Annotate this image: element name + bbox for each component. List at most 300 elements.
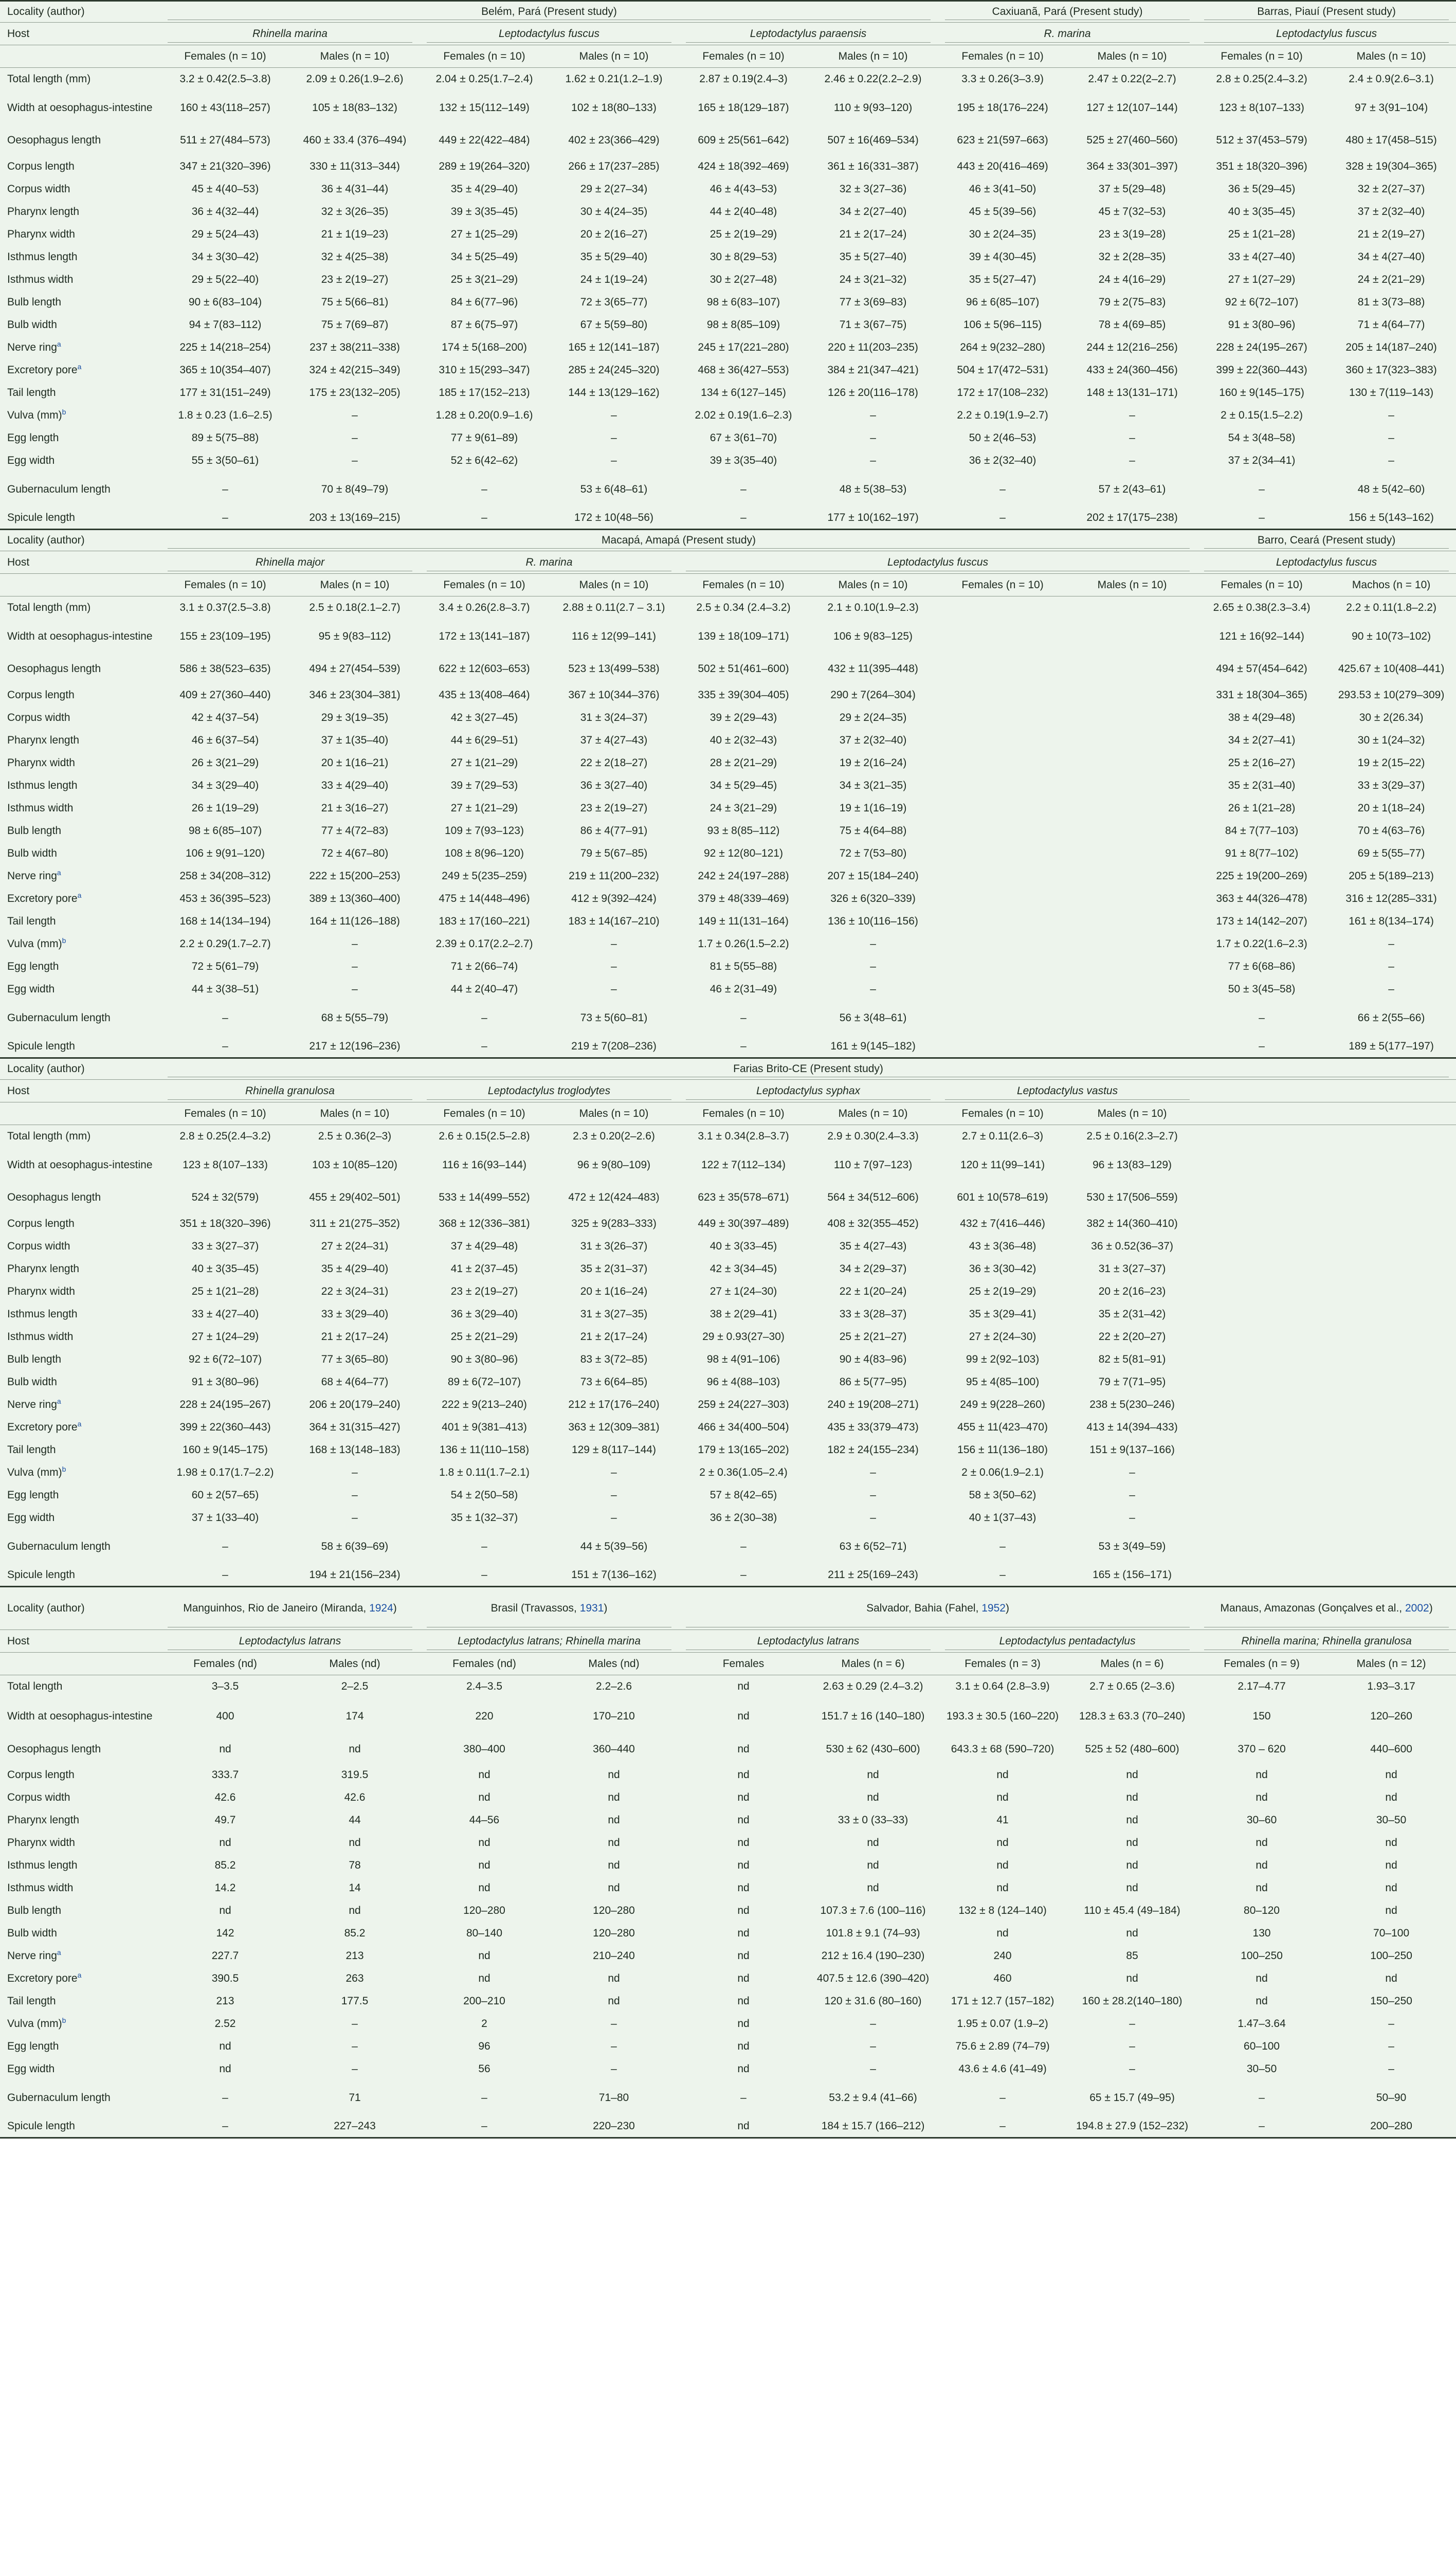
table-cell: 70 ± 8(49–79) [290,472,420,507]
row-label-text: Corpus length [7,160,75,172]
table-cell: 50 ± 3(45–58) [1197,978,1326,1001]
table-cell: 26 ± 1(19–29) [160,797,290,820]
table-cell-empty [1197,1280,1326,1303]
table-cell: – [549,404,679,427]
table-cell: 511 ± 27(484–573) [160,125,290,155]
table-cell: 525 ± 27(460–560) [1067,125,1197,155]
table-cell: 440–600 [1326,1735,1456,1764]
host-cell: Leptodactylus fuscus [420,23,679,45]
table-cell: 466 ± 34(400–504) [679,1416,808,1439]
table-cell: 351 ± 18(320–396) [1197,155,1326,178]
table-cell: 43.6 ± 4.6 (41–49) [938,2058,1067,2080]
table-cell: 98 ± 4(91–106) [679,1348,808,1371]
table-cell: nd [1067,1786,1197,1809]
table-cell: – [1197,1036,1326,1058]
table-cell: 34 ± 5(29–45) [679,774,808,797]
table-cell: 29 ± 0.93(27–30) [679,1326,808,1348]
citation-year-link[interactable]: 1924 [369,1602,393,1615]
table-cell: nd [160,1899,290,1922]
row-label-text: Isthmus width [7,273,74,285]
locality-cell [1197,1587,1456,1630]
table-cell: 21 ± 2(19–27) [1326,223,1456,246]
table-cell: 2.47 ± 0.22(2–2.7) [1067,68,1197,90]
table-row [0,1675,1456,1698]
table-cell: 38 ± 2(29–41) [679,1303,808,1326]
table-cell: 2.2 ± 0.19(1.9–2.7) [938,404,1067,427]
table-cell: 144 ± 13(129–162) [549,382,679,404]
table-cell: – [679,1036,808,1058]
table-cell: nd [938,1832,1067,1854]
table-cell: 363 ± 12(309–381) [549,1416,679,1439]
table-cell: 171 ± 12.7 (157–182) [938,1990,1067,2013]
table-cell: 35 ± 4(29–40) [290,1258,420,1280]
locality-cell: Macapá, Amapá (Present study) [160,530,1197,551]
table-cell: nd [1067,1922,1197,1945]
table-cell: 238 ± 5(230–246) [1067,1393,1197,1416]
table-cell: 168 ± 14(134–194) [160,910,290,933]
row-label-oesophagus-length [0,1183,160,1212]
table-cell: 165 ± 18(129–187) [679,90,808,125]
sex-header: Females (n = 10) [679,45,808,68]
table-cell: 1.95 ± 0.07 (1.9–2) [938,2013,1067,2035]
row-label-text: Bulb length [7,1353,62,1365]
table-cell: 96 ± 9(80–109) [549,1148,679,1183]
table-cell: 1.93–3.17 [1326,1675,1456,1698]
locality-cell: Caxiuanã, Pará (Present study) [938,1,1197,23]
row-label-pharynx-length [0,729,160,752]
table-cell: nd [679,1786,808,1809]
table-cell: – [1326,2035,1456,2058]
host-cell: Leptodactylus fuscus [1197,23,1456,45]
table-cell: 35 ± 4(27–43) [808,1235,938,1258]
table-cell: 105 ± 18(83–132) [290,90,420,125]
table-cell: 91 ± 3(80–96) [1197,314,1326,336]
table-cell: 27 ± 1(21–29) [420,752,549,774]
table-cell: 564 ± 34(512–606) [808,1183,938,1212]
table-cell: 95 ± 4(85–100) [938,1371,1067,1393]
row-label-tail-length [0,1990,160,2013]
table-cell: 99 ± 2(92–103) [938,1348,1067,1371]
table-row [0,1461,1456,1484]
row-label-text: Pharynx width [7,1285,75,1297]
table-cell: – [290,449,420,472]
table-cell-empty [1197,1416,1326,1439]
table-cell: 26 ± 3(21–29) [160,752,290,774]
table-cell: 206 ± 20(179–240) [290,1393,420,1416]
table-cell: 326 ± 6(320–339) [808,888,938,910]
table-cell: 36 ± 2(30–38) [679,1507,808,1529]
table-cell: – [679,2080,808,2115]
table-cell: 39 ± 3(35–45) [420,201,549,223]
row-label-oesophagus-length [0,1735,160,1764]
locality-label: Locality (author) [0,1587,160,1630]
table-cell: nd [679,1854,808,1877]
table-cell: 35 ± 2(31–42) [1067,1303,1197,1326]
table-cell: 2.5 ± 0.36(2–3) [290,1125,420,1148]
table-cell: 35 ± 1(32–37) [420,1507,549,1529]
table-cell: nd [1067,1809,1197,1832]
table-cell: nd [679,1877,808,1899]
row-label-text: Pharynx length [7,205,80,218]
row-label-width-at-oesophagus-intestine [0,1698,160,1735]
table-cell: 23 ± 3(19–28) [1067,223,1197,246]
row-label-total-length-mm [0,1125,160,1148]
sex-header: Males (n = 10) [549,45,679,68]
row-label-text: Corpus width [7,1791,70,1803]
table-row [0,1832,1456,1854]
table-cell: 100–250 [1326,1945,1456,1967]
table-cell: nd [938,1786,1067,1809]
table-cell: 48 ± 5(42–60) [1326,472,1456,507]
table-cell: 195 ± 18(176–224) [938,90,1067,125]
table-cell-empty [1067,596,1197,619]
citation-year-link[interactable]: 1952 [981,1602,1006,1615]
row-label-text: Excretory pore [7,1972,78,1984]
table-cell: 37 ± 1(35–40) [290,729,420,752]
table-cell: – [808,1484,938,1507]
table-cell: nd [808,1832,938,1854]
sex-header: Males (n = 6) [808,1653,938,1675]
footnote-marker: a [57,868,61,877]
table-cell: nd [420,1832,549,1854]
locality-cell [679,1587,1197,1630]
table-cell: 19 ± 2(16–24) [808,752,938,774]
table-cell: 200–210 [420,1990,549,2013]
table-cell: 177 ± 10(162–197) [808,507,938,530]
table-row [0,1348,1456,1371]
table-cell-empty [1067,684,1197,707]
table-cell: 36 ± 4(31–44) [290,178,420,201]
table-cell: 110 ± 45.4 (49–184) [1067,1899,1197,1922]
row-label-excretory-pore [0,1967,160,1990]
table-cell: 523 ± 13(499–538) [549,654,679,684]
table-cell: 90 ± 3(80–96) [420,1348,549,1371]
table-cell: 455 ± 29(402–501) [290,1183,420,1212]
table-cell: 363 ± 44(326–478) [1197,888,1326,910]
table-cell: 20 ± 2(16–23) [1067,1280,1197,1303]
table-cell: 102 ± 18(80–133) [549,90,679,125]
host-row [0,1630,1456,1653]
table-cell: nd [679,2115,808,2138]
table-row [0,125,1456,155]
table-row [0,1416,1456,1439]
table-cell: 364 ± 33(301–397) [1067,155,1197,178]
row-label-text: Corpus length [7,1768,75,1781]
table-cell: 193.3 ± 30.5 (160–220) [938,1698,1067,1735]
row-label-text: Width at oesophagus-intestine [7,1710,153,1722]
table-cell: nd [808,1786,938,1809]
table-cell: 67 ± 5(59–80) [549,314,679,336]
table-cell: 39 ± 2(29–43) [679,707,808,729]
table-cell: 435 ± 13(408–464) [420,684,549,707]
table-row [0,178,1456,201]
row-label-text: Egg width [7,2062,55,2075]
row-label-text: Oesophagus length [7,134,101,146]
table-row [0,68,1456,90]
table-cell: 98 ± 6(85–107) [160,820,290,842]
row-label-text: Pharynx width [7,1836,75,1849]
table-cell: 289 ± 19(264–320) [420,155,549,178]
table-row [0,752,1456,774]
row-label-text: Nerve ring [7,1949,57,1962]
table-cell: 71–80 [549,2080,679,2115]
row-label-text: Pharynx width [7,756,75,769]
table-cell: 2.52 [160,2013,290,2035]
table-cell: – [290,933,420,955]
table-cell: 2.2–2.6 [549,1675,679,1698]
row-label-text: Vulva (mm) [7,1466,62,1478]
table-cell: 399 ± 22(360–443) [160,1416,290,1439]
table-row [0,1529,1456,1564]
row-label-text: Isthmus length [7,250,78,263]
table-cell: – [549,427,679,449]
table-cell: – [549,1461,679,1484]
row-label-text: Total length (mm) [7,1130,91,1143]
table-cell: 22 ± 1(20–24) [808,1280,938,1303]
locality-cell: Barras, Piauí (Present study) [1197,1,1456,23]
table-row [0,1001,1456,1036]
table-cell: nd [549,1809,679,1832]
table-cell-empty [938,888,1067,910]
table-cell: 25 ± 2(21–27) [808,1326,938,1348]
table-cell: 360 ± 17(323–383) [1326,359,1456,382]
row-label-text: Bulb width [7,1927,57,1939]
table-cell: 475 ± 14(448–496) [420,888,549,910]
table-cell: 368 ± 12(336–381) [420,1212,549,1235]
citation-year-link[interactable]: 2002 [1405,1602,1429,1615]
table-cell: – [679,1564,808,1587]
table-cell: – [938,2080,1067,2115]
table-cell-empty [1197,1348,1326,1371]
table-cell: 225 ± 14(218–254) [160,336,290,359]
table-cell: 249 ± 9(228–260) [938,1393,1067,1416]
table-cell: 96 ± 6(85–107) [938,291,1067,314]
table-cell: 432 ± 11(395–448) [808,654,938,684]
table-cell: nd [160,1832,290,1854]
row-label-nerve-ring [0,1945,160,1967]
locality-tail: ) [1005,1602,1009,1615]
table-cell: 136 ± 11(110–158) [420,1439,549,1461]
table-cell: 21 ± 2(17–24) [808,223,938,246]
table-cell: 228 ± 24(195–267) [160,1393,290,1416]
table-cell: 165 ± (156–171) [1067,1564,1197,1587]
table-cell: 44 ± 2(40–47) [420,978,549,1001]
table-cell: 97 ± 3(91–104) [1326,90,1456,125]
table-cell: 150 [1197,1698,1326,1735]
table-row [0,1484,1456,1507]
table-cell: – [1067,1484,1197,1507]
table-cell: 35 ± 5(27–47) [938,268,1067,291]
table-cell: – [549,933,679,955]
table-cell: 182 ± 24(155–234) [808,1439,938,1461]
table-cell: – [549,449,679,472]
table-cell: 68 ± 4(64–77) [290,1371,420,1393]
table-row [0,707,1456,729]
table-cell: – [290,978,420,1001]
table-cell: nd [1326,1854,1456,1877]
row-label-text: Isthmus width [7,1330,74,1343]
table-cell-empty [938,774,1067,797]
table-cell-empty [938,752,1067,774]
table-cell: 319.5 [290,1764,420,1786]
table-cell: 86 ± 4(77–91) [549,820,679,842]
host-cell: Rhinella marina; Rhinella granulosa [1197,1630,1456,1653]
table-cell: nd [549,1877,679,1899]
row-label-text: Isthmus length [7,1308,78,1320]
table-cell: 25 ± 3(21–29) [420,268,549,291]
table-cell-empty [938,707,1067,729]
table-cell: – [1067,2035,1197,2058]
table-cell: 245 ± 17(221–280) [679,336,808,359]
host-cell: Rhinella major [160,551,420,574]
table-cell: 30–50 [1326,1809,1456,1832]
table-cell: 622 ± 12(603–653) [420,654,549,684]
table-cell: 2.87 ± 0.19(2.4–3) [679,68,808,90]
sex-header: Males (n = 10) [290,574,420,596]
row-label-isthmus-length [0,1854,160,1877]
table-cell: 179 ± 13(165–202) [679,1439,808,1461]
table-cell: 2.02 ± 0.19(1.6–2.3) [679,404,808,427]
row-label-egg-length [0,2035,160,2058]
table-cell: 84 ± 6(77–96) [420,291,549,314]
table-cell: nd [1197,1877,1326,1899]
table-row [0,1183,1456,1212]
table-cell: nd [290,1735,420,1764]
row-label-isthmus-width [0,1877,160,1899]
table-cell: nd [549,1854,679,1877]
table-cell-empty [1197,1148,1326,1183]
table-row [0,1125,1456,1148]
sex-header: Males (n = 10) [549,1102,679,1125]
row-label-nerve-ring [0,336,160,359]
table-cell: 35 ± 3(29–41) [938,1303,1067,1326]
table-cell: 44 ± 2(40–48) [679,201,808,223]
table-cell: 129 ± 8(117–144) [549,1439,679,1461]
table-cell: 433 ± 24(360–456) [1067,359,1197,382]
table-cell: 170–210 [549,1698,679,1735]
table-cell: 189 ± 5(177–197) [1326,1036,1456,1058]
table-cell: 132 ± 15(112–149) [420,90,549,125]
row-label-text: Nerve ring [7,1398,57,1410]
table-cell: 160 ± 9(145–175) [1197,382,1326,404]
footnote-marker: a [77,362,82,371]
table-cell: – [808,978,938,1001]
table-cell: 42 ± 4(37–54) [160,707,290,729]
row-label-total-length-mm [0,596,160,619]
table-cell: 30 ± 4(24–35) [549,201,679,223]
table-cell-empty [1197,1125,1326,1148]
table-row [0,1371,1456,1393]
table-cell-empty [1067,933,1197,955]
table-cell-empty [938,654,1067,684]
host-cell: Leptodactylus syphax [679,1080,938,1102]
row-label-text: Tail length [7,1443,56,1456]
row-label-text: Vulva (mm) [7,937,62,950]
citation-year-link[interactable]: 1931 [579,1602,604,1615]
table-cell: – [160,2080,290,2115]
table-cell-empty [1067,842,1197,865]
row-label-text: Vulva (mm) [7,2017,62,2030]
table-cell: 220 [420,1698,549,1735]
table-row [0,596,1456,619]
locality-cell: Belém, Pará (Present study) [160,1,938,23]
host-label: Host [0,1630,160,1653]
table-cell: 75 ± 7(69–87) [290,314,420,336]
row-label-text: Excretory pore [7,892,78,904]
table-cell-empty [1326,1148,1456,1183]
table-cell-empty [1326,1416,1456,1439]
row-label-vulva-mm [0,1461,160,1484]
table-cell: 2.5 ± 0.18(2.1–2.7) [290,596,420,619]
table-cell: 44 ± 5(39–56) [549,1529,679,1564]
sex-header: Females (n = 3) [938,1653,1067,1675]
table-cell: 194 ± 21(156–234) [290,1564,420,1587]
table-cell: 168 ± 13(148–183) [290,1439,420,1461]
table-cell: 382 ± 14(360–410) [1067,1212,1197,1235]
locality-tail: ) [604,1602,608,1615]
table-cell-empty [938,933,1067,955]
table-cell: 2 ± 0.36(1.05–2.4) [679,1461,808,1484]
table-cell: 172 ± 10(48–56) [549,507,679,530]
table-cell: 32 ± 2(28–35) [1067,246,1197,268]
table-cell: 30 ± 2(27–48) [679,268,808,291]
table-row [0,1280,1456,1303]
table-cell-empty [938,978,1067,1001]
table-cell: 408 ± 32(355–452) [808,1212,938,1235]
table-cell: 32 ± 2(27–37) [1326,178,1456,201]
table-cell: nd [679,1832,808,1854]
table-row [0,1507,1456,1529]
table-cell: 219 ± 7(208–236) [549,1036,679,1058]
table-cell: – [808,2035,938,2058]
table-cell: 39 ± 7(29–53) [420,774,549,797]
table-cell: 72 ± 5(61–79) [160,955,290,978]
row-label-bulb-length [0,291,160,314]
table-cell: 222 ± 15(200–253) [290,865,420,888]
row-label-pharynx-width [0,752,160,774]
table-cell: 50–90 [1326,2080,1456,2115]
table-cell: 2.88 ± 0.11(2.7 – 3.1) [549,596,679,619]
table-cell: 75 ± 4(64–88) [808,820,938,842]
table-cell: 240 [938,1945,1067,1967]
table-cell: nd [679,1698,808,1735]
row-label-bulb-width [0,1922,160,1945]
table-cell: 45 ± 5(39–56) [938,201,1067,223]
table-cell: nd [938,1854,1067,1877]
table-cell: 63 ± 6(52–71) [808,1529,938,1564]
table-cell: 2.2 ± 0.29(1.7–2.7) [160,933,290,955]
table-cell: 57 ± 8(42–65) [679,1484,808,1507]
table-cell: 443 ± 20(416–469) [938,155,1067,178]
table-cell: 23 ± 2(19–27) [420,1280,549,1303]
table-cell: 1.8 ± 0.23 (1.6–2.5) [160,404,290,427]
table-cell: 60–100 [1197,2035,1326,2058]
table-cell-empty [1197,1371,1326,1393]
table-cell: 244 ± 12(216–256) [1067,336,1197,359]
table-cell: 35 ± 5(29–40) [549,246,679,268]
table-cell: 525 ± 52 (480–600) [1067,1735,1197,1764]
table-cell-empty [1326,1125,1456,1148]
host-cell: Rhinella marina [160,23,420,45]
sex-header: Females (n = 10) [160,574,290,596]
table-cell: 205 ± 5(189–213) [1326,865,1456,888]
table-row [0,223,1456,246]
row-label-oesophagus-length [0,125,160,155]
table-row [0,1786,1456,1809]
table-cell: – [1197,472,1326,507]
table-cell: 3.3 ± 0.26(3–3.9) [938,68,1067,90]
table-cell: 35 ± 2(31–37) [549,1258,679,1280]
